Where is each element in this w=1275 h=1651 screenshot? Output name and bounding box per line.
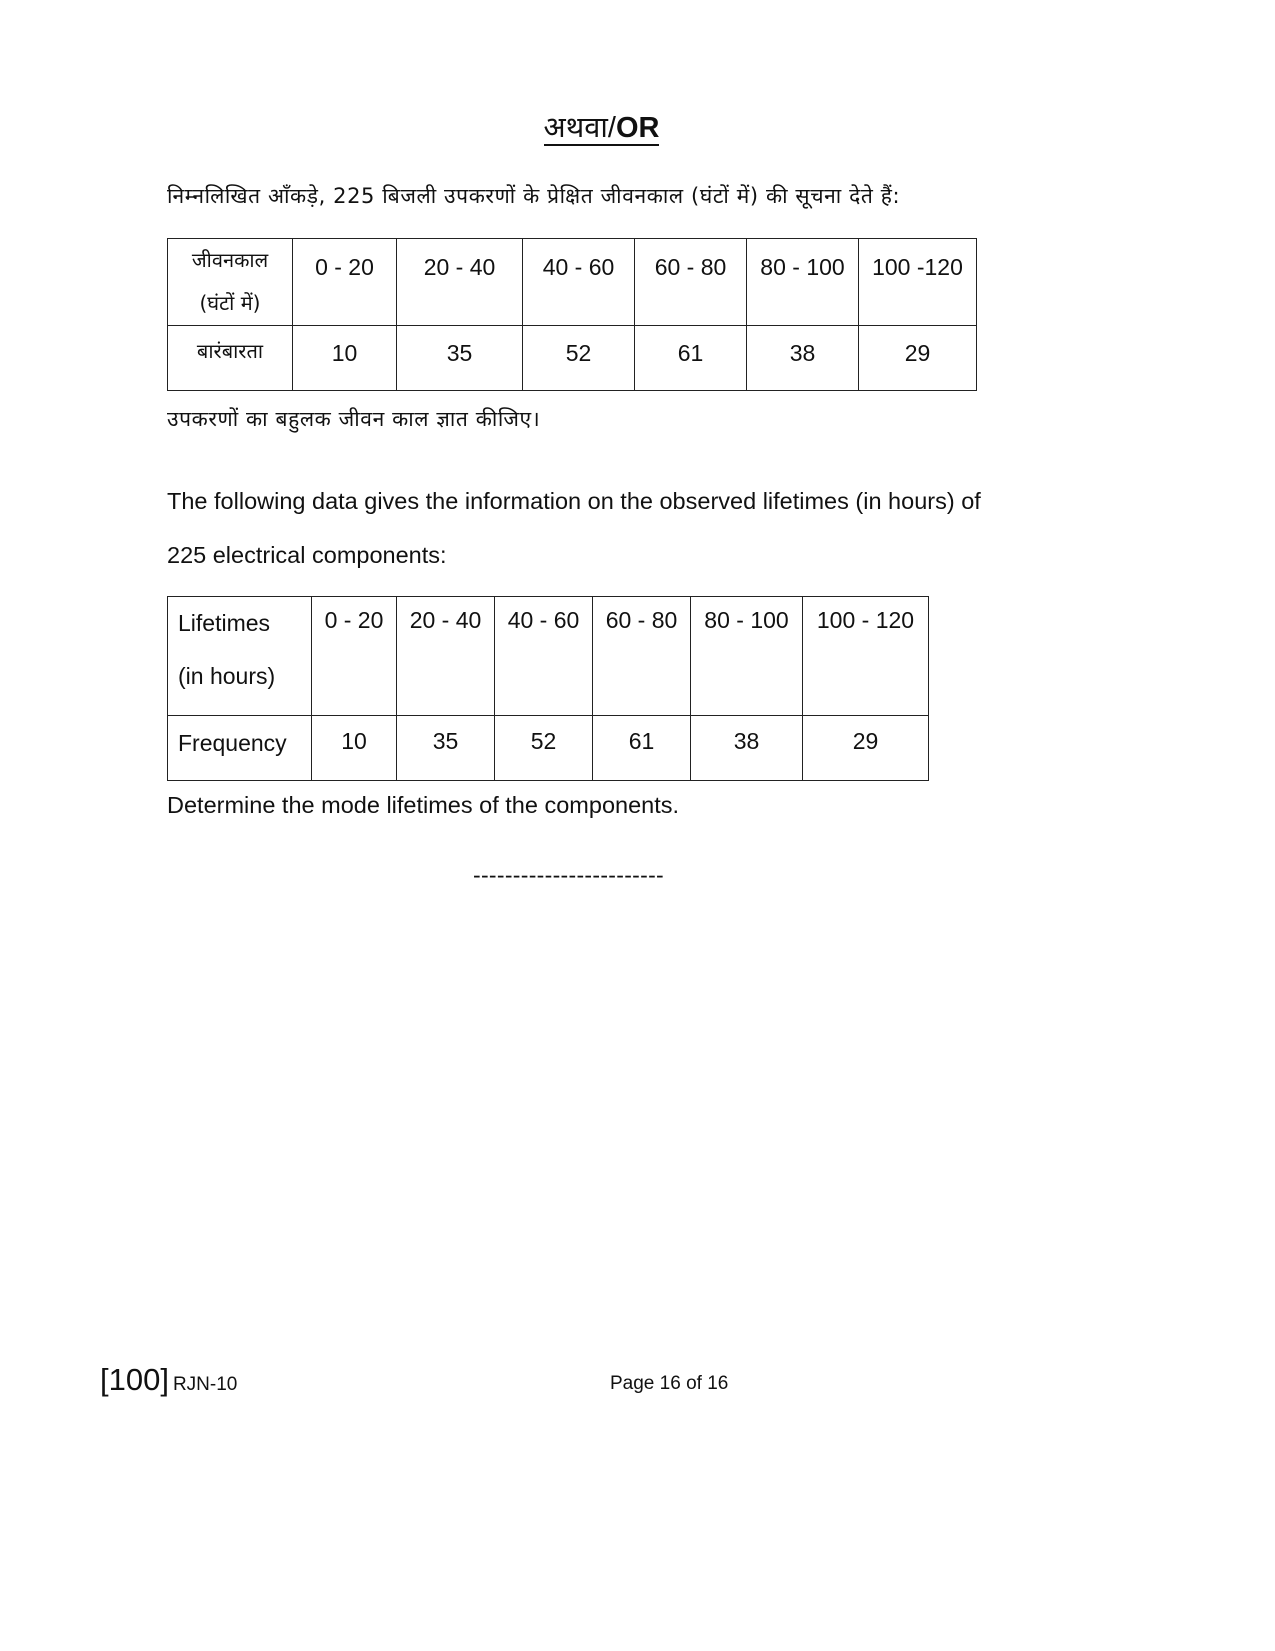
hindi-table-class-cell: 60 - 80 xyxy=(635,239,747,326)
english-table-frequency-cell: 29 xyxy=(803,716,929,781)
hindi-table-label-line2: (घंटों में) xyxy=(199,291,261,315)
english-table-class-row xyxy=(168,597,929,716)
english-table-row1-label xyxy=(168,597,312,716)
footer-marks: [100] xyxy=(100,1362,169,1397)
english-frequency-table xyxy=(167,596,929,781)
english-question-text: Determine the mode lifetimes of the components. xyxy=(167,792,680,818)
hindi-table-row1-label xyxy=(168,239,293,326)
footer-marks-code xyxy=(100,1362,237,1398)
english-table-frequency-cell: 10 xyxy=(312,716,397,781)
hindi-table-row2-label: बारंबारता xyxy=(168,326,293,391)
english-table-frequency-cell: 52 xyxy=(495,716,593,781)
heading-hindi: अथवा xyxy=(543,112,608,144)
hindi-table-frequency-row xyxy=(168,326,977,391)
hindi-table-frequency-cell: 10 xyxy=(293,326,397,391)
end-separator: ------------------------ xyxy=(473,862,665,888)
footer-paper-code: RJN-10 xyxy=(172,1374,238,1395)
hindi-question-text: उपकरणों का बहुलक जीवन काल ज्ञात कीजिए। xyxy=(167,407,541,431)
section-heading xyxy=(0,112,1203,146)
hindi-table-frequency-cell: 29 xyxy=(859,326,977,391)
english-intro-text: The following data gives the information on the observed lifetimes (in hours) of 225 electrical components: xyxy=(167,488,981,568)
english-table-frequency-row xyxy=(168,716,929,781)
footer-page-number: Page 16 of 16 xyxy=(610,1373,729,1394)
hindi-table-frequency-cell: 52 xyxy=(523,326,635,391)
hindi-table-frequency-cell: 38 xyxy=(747,326,859,391)
english-table-frequency-cell: 61 xyxy=(593,716,691,781)
hindi-table-label-line1: जीवनकाल xyxy=(191,248,269,272)
heading-underlined-text xyxy=(544,113,660,146)
english-table-row2-label: Frequency xyxy=(168,716,312,781)
hindi-frequency-table xyxy=(167,238,977,391)
english-table-label-line2: (in hours) xyxy=(178,663,276,689)
english-table-label-line1: Lifetimes xyxy=(178,610,271,636)
english-table-class-cell: 60 - 80 xyxy=(593,597,691,716)
hindi-table-class-cell: 100 -120 xyxy=(859,239,977,326)
hindi-table-class-row xyxy=(168,239,977,326)
english-table-class-cell: 40 - 60 xyxy=(495,597,593,716)
heading-english: OR xyxy=(615,112,660,144)
english-table-class-cell: 0 - 20 xyxy=(312,597,397,716)
hindi-table-class-cell: 40 - 60 xyxy=(523,239,635,326)
hindi-table-class-cell: 80 - 100 xyxy=(747,239,859,326)
heading-slash: / xyxy=(607,112,616,144)
hindi-table-frequency-cell: 35 xyxy=(397,326,523,391)
hindi-table-frequency-cell: 61 xyxy=(635,326,747,391)
english-table-class-cell: 20 - 40 xyxy=(397,597,495,716)
hindi-intro-text: निम्नलिखित आँकड़े, 225 बिजली उपकरणों के प्रेक्षित जीवनकाल (घंटों में) की सूचना देते हैं: xyxy=(167,184,901,208)
hindi-table-class-cell: 0 - 20 xyxy=(293,239,397,326)
english-table-class-cell: 80 - 100 xyxy=(691,597,803,716)
hindi-table-class-cell: 20 - 40 xyxy=(397,239,523,326)
english-table-class-cell: 100 - 120 xyxy=(803,597,929,716)
english-table-frequency-cell: 35 xyxy=(397,716,495,781)
english-table-frequency-cell: 38 xyxy=(691,716,803,781)
